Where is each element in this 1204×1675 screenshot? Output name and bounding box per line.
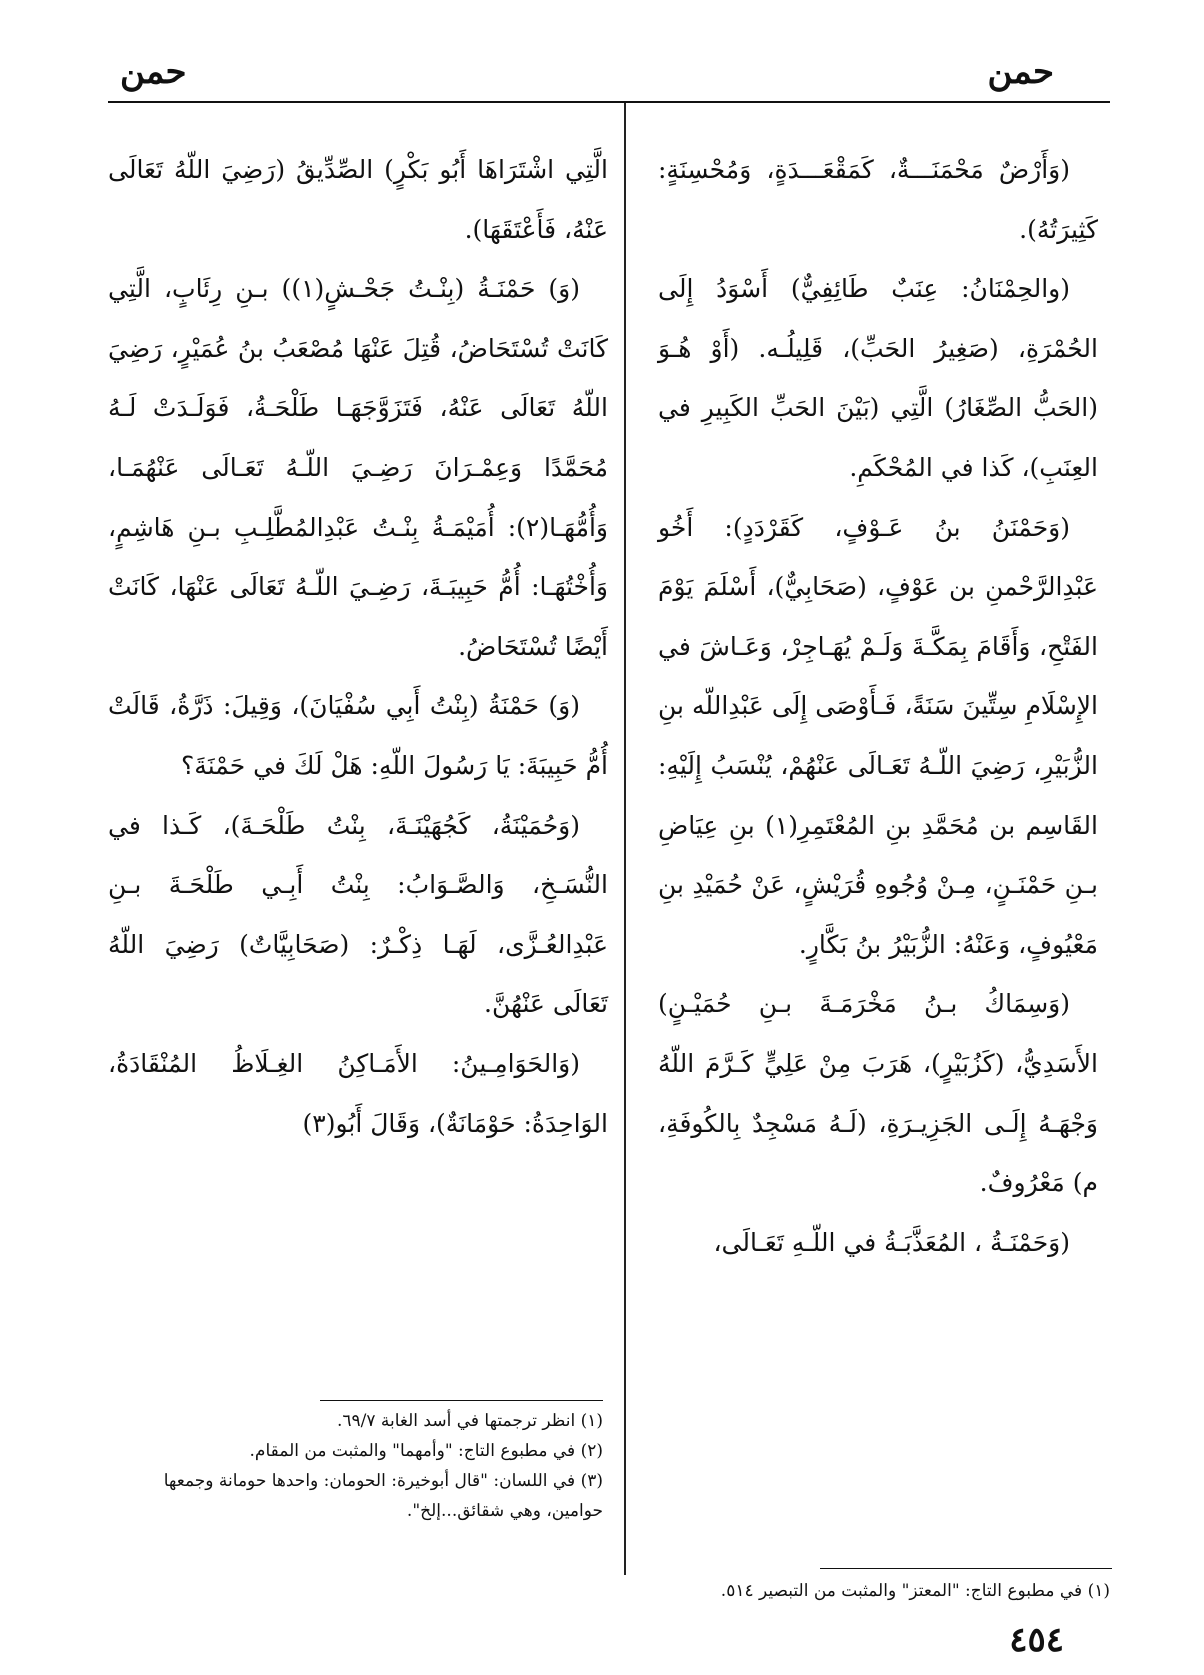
header-rule [108,101,1110,103]
footnote: (٢) في مطبوع التاج: "وأمهما" والمثبت من المقام. [249,1441,603,1461]
page-number: ٤٥٤ [1009,1620,1064,1660]
entry-paragraph: (وَ) حَمْنَةُ (بِنْتُ أَبِي سُفْيَانَ)، وَقِيلَ: ذَرَّةُ، قَالَتْ أُمُّ حَبِيبَةَ: يَا رَسُولَ اللّهِ: هَلْ لَكَ في حَمْنَةَ؟ [108,691,608,780]
footnotes-left [108,1406,603,1526]
left-column [108,140,608,1153]
footnote: (٣) في اللسان: "قال أبوخيرة: الحومان: واحدها حومانة وجمعها حوامين، وهي شقائق...إلخ". [163,1471,603,1521]
entry-paragraph: (وَأَرْضٌ مَحْمَنَـــةٌ، كَمَقْعَـــدَةٍ، وَمُحْسِنَةٍ: كَثِيرَتُهُ). [658,155,1098,244]
footnote-rule-left [320,1400,603,1401]
entry-paragraph: (وَسِمَاكُ بـنُ مَخْرَمَـةَ بـنِ حُمَيْـنٍ) الأَسَدِيُّ، (كَزُبَيْرٍ)، هَرَبَ مِنْ عَلِيٍّ كَـرَّمَ اللّهُ وَجْهَـهُ إِلَـى الجَزِيـرَةِ، (لَـهُ مَسْجِدٌ بِالكُوفَةِ، م) مَعْرُوفٌ. [658,989,1098,1198]
entry-paragraph: (والحِمْنَانُ: عِنَبٌ طَائِفِيٌّ) أَسْوَدُ إِلَى الحُمْرَةِ، (صَغِيرُ الحَبِّ)، قَلِيلُـه. (أَوْ هُـوَ (الحَبُّ الصِّغَارُ) الَّتِي (بَيْنَ الحَبِّ الكَبِيرِ في العِنَبِ)، كَذا في المُحْكَمِ. [658,274,1098,482]
entry-paragraph: الَّتِي اشْتَرَاهَا أَبُو بَكْرٍ) الصِّدِّيقُ (رَضِيَ اللّهُ تَعَالَى عَنْهُ، فَأَعْتَقَهَا). [108,155,608,244]
entry-paragraph: (وَالحَوَامِـينُ: الأَمَـاكِنُ الغِـلَاظُ المُنْقَادَةُ، الوَاحِدَةُ: حَوْمَانَةٌ)، وَقَالَ أَبُو(٣) [108,1048,608,1138]
footnote-rule-right [820,1568,1112,1569]
entry-paragraph: (وَ) حَمْنَـةُ (بِنْـتُ جَحْـشٍ(١)) بـنِ رِئَابٍ، الَّتِي كَانَتْ تُسْتَحَاضُ، قُتِلَ عَنْهَا مُصْعَبُ بنُ عُمَيْرٍ، رَضِيَ اللّهُ تَعَالَى عَنْهُ، فَتَزَوَّجَهَـا طَلْحَـةُ، فَوَلَـدَتْ لَـهُ مُحَمَّدًا وَعِمْـرَانَ رَضِـيَ اللّـهُ تَعَـالَى عَنْهُمَـا، وَأُمُّهَـا(٢): أُمَيْمَـةُ بِنْـتُ عَبْدِالمُطَّلِـبِ بـنِ هَاشِمٍ، وَأُخْتُهَـا: أُمُّ حَبِيبَـةَ، رَضِـيَ اللّـهُ تَعَالَى عَنْهَا، كَانَتْ أَيْضًا تُسْتَحَاضُ. [108,274,608,661]
entry-paragraph: (وَحَمْنَنُ بنُ عَـوْفٍ، كَقَرْدَدٍ): أَخُو عَبْدِالرَّحْمنِ بن عَوْفٍ، (صَحَابِيٌّ)، أَسْلَمَ يَوْمَ الفَتْحِ، وَأَقَامَ بِمَكَّـةَ وَلَـمْ يُهَـاجِرْ، وَعَـاشَ في الإِسْلَامِ سِتِّينَ سَنَةً، فَـأَوْصَى إِلَى عَبْدِاللّه بنِ الزُّبَيْرِ، رَضِيَ اللّـهُ تَعَـالَى عَنْهُمْ، يُنْسَبُ إِلَيْهِ: القَاسِم بن مُحَمَّدِ بنِ المُعْتَمِرِ(١) بنِ عِيَاضِ بـنِ حَمْنَـنٍ، مِـنْ وُجُوهِ قُرَيْشٍ، عَنْ حُمَيْدِ بنِ مَعْيُوفٍ، وَعَنْهُ: الزُّبَيْرُ بنُ بَكَّارٍ. [658,512,1098,959]
footnote: (١) انظر ترجمتها في أسد الغابة ٦٩/٧. [336,1411,603,1431]
column-divider [624,103,626,1575]
entry-paragraph: (وَحُمَيْنَةُ، كَجُهَيْنَـةَ، بِنْتُ طَلْحَـةَ)، كَـذا في النُّسَـخِ، وَالصَّـوَابُ: بِنْتُ أَبِـي طَلْحَـةَ بـنِ عَبْدِالعُـزَّى، لَهَـا ذِكْـرٌ: (صَحَابِيَّاتٌ) رَضِيَ اللّهُ تَعَالَى عَنْهُنَّ. [108,810,608,1019]
footnotes-right [640,1576,1110,1606]
header-word-left: حمن [120,52,187,92]
footnote: (١) في مطبوع التاج: "المعتز" والمثبت من التبصير ٥١٤. [720,1581,1110,1601]
header-word-right: حمن [987,52,1054,92]
right-column [658,140,1098,1272]
entry-paragraph: (وَحَمْنَـةُ ، المُعَذَّبَـةُ في اللّـهِ تَعَـالَى، [713,1227,1070,1257]
